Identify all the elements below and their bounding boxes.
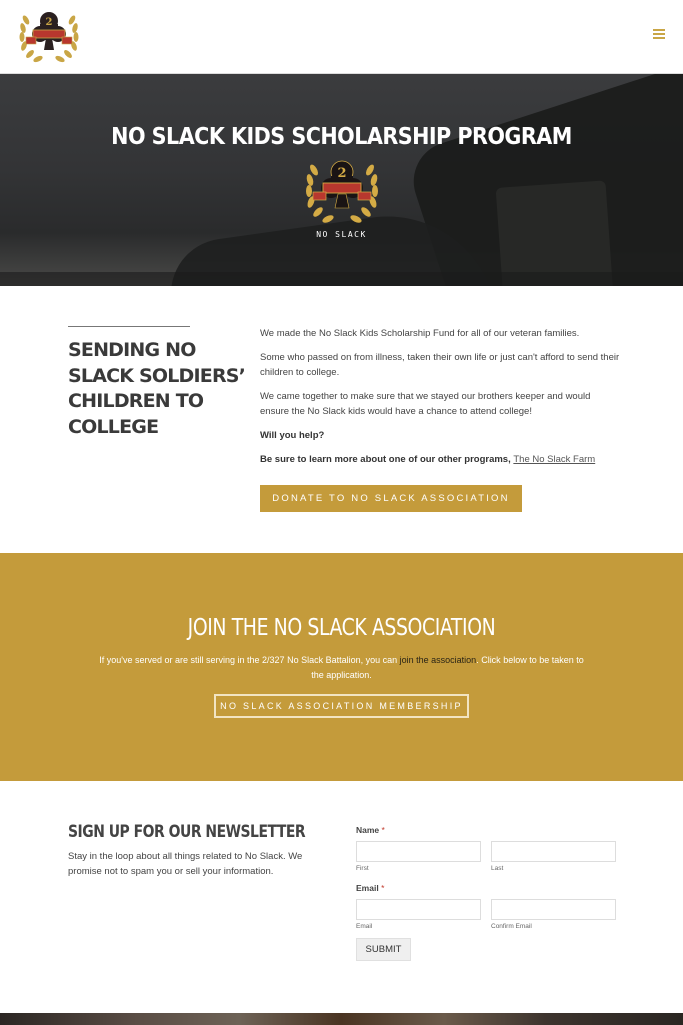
join-heading: JOIN THE NO SLACK ASSOCIATION [187, 615, 496, 641]
crest-logo-icon [301, 156, 383, 228]
divider [68, 326, 190, 327]
intro-paragraph: We made the No Slack Kids Scholarship Fund for all of our veteran families. [260, 328, 580, 339]
no-slack-farm-link[interactable]: The No Slack Farm [513, 454, 596, 465]
email-input[interactable] [356, 899, 481, 920]
svg-text:2: 2 [337, 166, 347, 181]
join-text-before: If you've served or are still serving in the 2/327 No Slack Battalion, you can [99, 655, 400, 665]
join-text-after: . Click below to be taken to the application. [311, 655, 584, 680]
page-title: NO SLACK KIDS SCHOLARSHIP PROGRAM [111, 124, 572, 150]
required-marker: * [381, 825, 385, 835]
first-sublabel: First [356, 865, 369, 872]
first-name-input[interactable] [356, 841, 481, 862]
svg-text:2: 2 [45, 17, 53, 28]
email-label-text: Email [356, 883, 379, 893]
last-name-input[interactable] [491, 841, 616, 862]
hero-banner [0, 74, 683, 286]
required-marker: * [381, 883, 385, 893]
site-header [0, 0, 683, 74]
learn-more-text [260, 452, 620, 467]
hero-caption: NO SLACK [316, 230, 367, 239]
newsletter-description: Stay in the loop about all things related to No Slack. We promise not to spam you or sell your information. [68, 851, 303, 877]
hero-background-shape [0, 272, 683, 286]
confirm-email-input[interactable] [491, 899, 616, 920]
intro-paragraph: We came together to make sure that we stayed our brothers keeper and would ensure the No Slack kids would have a chance to attend college! [260, 391, 591, 417]
help-question: Will you help? [260, 430, 325, 441]
footer-image-strip [0, 1013, 683, 1025]
section-heading: SENDING NO SLACK SOLDIERS’ CHILDREN TO COLLEGE [68, 339, 246, 438]
donate-button[interactable]: DONATE TO NO SLACK ASSOCIATION [260, 485, 522, 512]
newsletter-section [0, 781, 683, 1013]
intro-paragraph: Some who passed on from illness, taken their own life or just can't afford to send their children to college. [260, 352, 620, 378]
email-sublabel: Email [356, 923, 373, 930]
intro-body [260, 326, 620, 476]
hamburger-menu-icon[interactable] [653, 29, 665, 41]
email-label [356, 883, 616, 893]
last-sublabel: Last [491, 865, 504, 872]
scholarship-intro-section [0, 286, 683, 553]
crest-logo-icon[interactable] [16, 6, 82, 66]
join-description [95, 653, 588, 683]
newsletter-heading: SIGN UP FOR OUR NEWSLETTER [68, 822, 306, 842]
join-association-section [0, 553, 683, 781]
submit-button[interactable]: SUBMIT [356, 938, 411, 961]
learn-more-prefix: Be sure to learn more about one of our other programs, [260, 454, 514, 465]
name-label [356, 825, 616, 835]
membership-button[interactable]: NO SLACK ASSOCIATION MEMBERSHIP [214, 694, 469, 718]
join-association-link[interactable]: join the association [399, 655, 477, 665]
confirm-email-sublabel: Confirm Email [491, 923, 532, 930]
newsletter-form [356, 825, 616, 961]
name-label-text: Name [356, 825, 380, 835]
